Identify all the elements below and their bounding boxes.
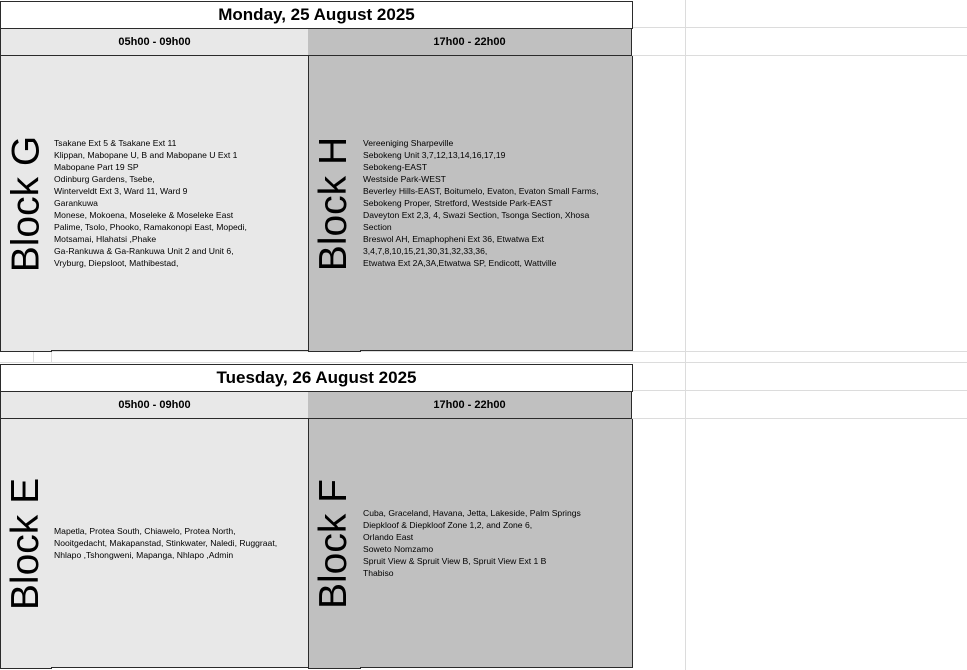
area-item: Soweto Nomzamo — [363, 544, 434, 554]
grid-line — [33, 351, 34, 363]
block-label: Block H — [312, 136, 356, 271]
area-item: Orlando East — [363, 532, 414, 542]
area-item: Odinburg Gardens, Tsebe, — [54, 174, 155, 184]
area-list — [363, 137, 598, 269]
areas-cell — [51, 419, 309, 668]
day-section-monday — [0, 1, 633, 352]
day-section-tuesday — [0, 364, 633, 670]
area-item: Mapetla, Protea South, Chiawelo, Protea North, — [54, 526, 236, 536]
area-item: Palime, Tsolo, Phooko, Ramakonopi East, Mopedi, — [54, 222, 247, 232]
block-label: Block E — [4, 477, 47, 610]
area-item: Motsamai, Hlahatsi ,Phake — [54, 234, 157, 244]
grid-line — [632, 418, 967, 419]
block-label: Block F — [312, 478, 356, 609]
area-item: Tsakane Ext 5 & Tsakane Ext 11 — [54, 138, 177, 148]
block-label-cell — [308, 419, 361, 669]
areas-cell — [51, 56, 309, 351]
grid-line — [632, 27, 967, 28]
block-label-cell — [0, 419, 52, 669]
area-list — [363, 507, 581, 579]
area-item: Nhlapo ,Tshongweni, Mapanga, Nhlapo ,Admin — [54, 550, 234, 560]
area-item: Sebokeng Proper, Stretford, Westside Park-EAST — [363, 198, 553, 208]
block-label-cell — [0, 56, 52, 352]
area-item: Garankuwa — [54, 198, 98, 208]
time-slot-morning: 05h00 - 09h00 — [0, 29, 309, 56]
area-item: Nooitgedacht, Makapanstad, Stinkwater, Naledi, Ruggraat, — [54, 538, 278, 548]
area-item: Diepkloof & Diepkloof Zone 1,2, and Zone 6, — [363, 520, 533, 530]
grid-line — [685, 0, 686, 670]
time-slot-evening: 17h00 - 22h00 — [308, 29, 632, 56]
area-item: Beverley Hills-EAST, Boitumelo, Evaton, Evaton Small Farms, — [363, 186, 599, 196]
areas-cell — [360, 56, 633, 351]
area-item: Section — [363, 222, 392, 232]
area-item: Etwatwa Ext 2A,3A,Etwatwa SP, Endicott, Wattville — [363, 258, 557, 268]
area-item: Cuba, Graceland, Havana, Jetta, Lakeside, Palm Springs — [363, 508, 581, 518]
area-item: Winterveldt Ext 3, Ward 11, Ward 9 — [54, 186, 188, 196]
area-item: Spruit View & Spruit View B, Spruit View Ext 1 B — [363, 556, 547, 566]
area-item: Breswol AH, Emaphopheni Ext 36, Etwatwa Ext — [363, 234, 545, 244]
grid-line — [632, 362, 967, 363]
area-item: Daveyton Ext 2,3, 4, Swazi Section, Tsonga Section, Xhosa — [363, 210, 590, 220]
area-item: Vryburg, Diepsloot, Mathibestad, — [54, 258, 179, 268]
area-item: Thabiso — [363, 568, 394, 578]
time-slot-morning: 05h00 - 09h00 — [0, 392, 309, 419]
time-slot-evening: 17h00 - 22h00 — [308, 392, 632, 419]
day-header: Monday, 25 August 2025 — [0, 1, 633, 29]
grid-line — [632, 55, 967, 56]
area-item: 3,4,7,8,10,15,21,30,31,32,33,36, — [363, 246, 488, 256]
block-label: Block G — [4, 135, 48, 272]
grid-line — [51, 351, 52, 363]
grid-line — [632, 390, 967, 391]
area-item: Sebokeng-EAST — [363, 162, 428, 172]
block-label-cell — [308, 56, 361, 352]
areas-cell — [360, 419, 633, 668]
area-item: Ga-Rankuwa & Ga-Rankuwa Unit 2 and Unit 6, — [54, 246, 234, 256]
grid-line — [0, 362, 632, 363]
area-item: Sebokeng Unit 3,7,12,13,14,16,17,19 — [363, 150, 506, 160]
day-header: Tuesday, 26 August 2025 — [0, 364, 633, 392]
area-list — [54, 137, 247, 269]
area-item: Vereeniging Sharpeville — [363, 138, 454, 148]
area-item: Westside Park-WEST — [363, 174, 446, 184]
grid-line — [632, 351, 967, 352]
area-item: Klippan, Mabopane U, B and Mabopane U Ext 1 — [54, 150, 238, 160]
area-item: Mabopane Part 19 SP — [54, 162, 139, 172]
area-item: Monese, Mokoena, Moseleke & Moseleke East — [54, 210, 234, 220]
area-list — [54, 525, 277, 561]
